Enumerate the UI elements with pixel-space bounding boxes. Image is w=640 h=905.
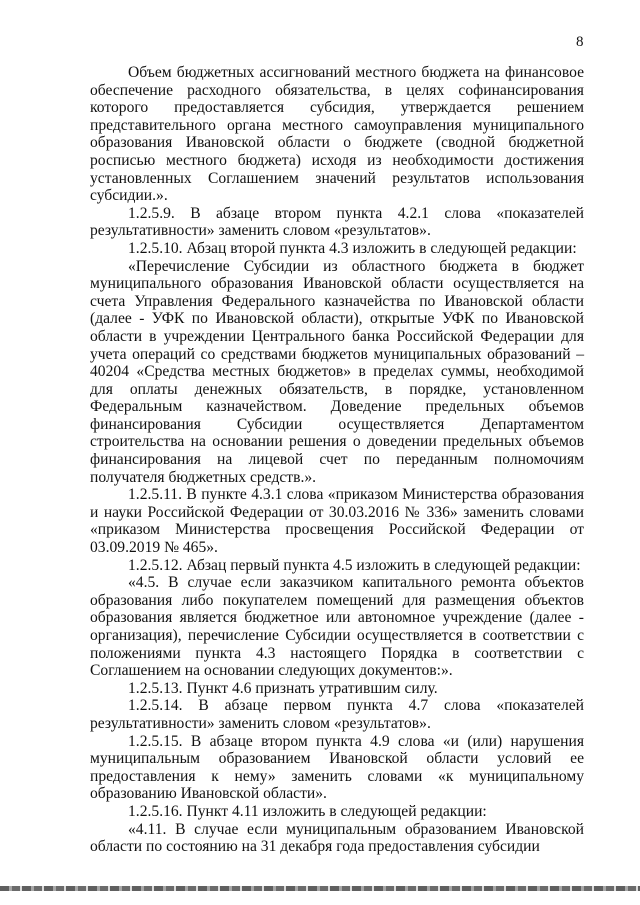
paragraph-1-2-5-10: 1.2.5.10. Абзац второй пункта 4.3 изложить в следующей редакции:: [128, 239, 577, 257]
paragraph-1-2-5-14: 1.2.5.14. В абзаце первом пункта 4.7 слова «показателей результативности» заменить словом «результатов».: [90, 697, 584, 732]
paragraph-1-2-5-11: 1.2.5.11. В пункте 4.3.1 слова «приказом Министерства образования и науки Российской Федерации от 30.03.2016 № 336» заменить словами «приказом Министерства просвещения Российской Федерации от 03.09.2019 № 465».: [90, 486, 584, 557]
paragraph-budget-allocation: Объем бюджетных ассигнований местного бюджета на финансовое обеспечение расходного обязательства, в целях софинансирования которого предоставляется субсидия, утверждается решением представительного органа местного самоуправления муниципального образования Ивановской области о бюджете (сводной бюджетной росписью местного бюджета) исходя из необходимости достижения установленных Соглашением значений результатов использования субсидии.».: [90, 64, 584, 205]
scan-edge-divider: [0, 886, 640, 891]
paragraph-1-2-5-13: 1.2.5.13. Пункт 4.6 признать утратившим силу.: [128, 679, 438, 697]
page-number: 8: [576, 34, 584, 50]
paragraph-1-2-5-12: 1.2.5.12. Абзац первый пункта 4.5 изложить в следующей редакции:: [128, 556, 581, 574]
document-body: [90, 64, 584, 856]
paragraph-4-5: «4.5. В случае если заказчиком капитального ремонта объектов образования либо покупателем помещений для размещения объектов образования является бюджетное или автономное учреждение (далее - организация), перечисление Субсидии осуществляется в соответствии с положениями пункта 4.3 настоящего Порядка в соответствии с Соглашением на основании следующих документов:».: [90, 574, 584, 680]
paragraph-1-2-5-15: 1.2.5.15. В абзаце втором пункта 4.9 слова «и (или) нарушения муниципальным образованием Ивановской области условий ее предоставления к нему» заменить словами «к муниципальному образованию Ивановской области».: [90, 732, 584, 803]
paragraph-1-2-5-16: 1.2.5.16. Пункт 4.11 изложить в следующей редакции:: [128, 802, 487, 820]
paragraph-1-2-5-9: 1.2.5.9. В абзаце втором пункта 4.2.1 слова «показателей результативности» заменить словом «результатов».: [90, 204, 584, 240]
paragraph-subsidy-transfer: «Перечисление Субсидии из областного бюджета в бюджет муниципального образования Ивановской области осуществляется на счета Управления Федерального казначейства по Ивановской области (далее - УФК по Ивановской области), открытые УФК по Ивановской области в учреждении Центрального банка Российской Федерации для учета операций со средствами бюджетов муниципальных образований – 40204 «Средства местных бюджетов» в пределах суммы, необходимой для оплаты денежных обязательств, в порядке, установленном Федеральным казначейством. Доведение предельных объемов финансирования Субсидии осуществляется Департаментом строительства на основании решения о доведении предельных объемов финансирования на лицевой счет по переданным полномочиям получателя бюджетных средств.».: [90, 257, 584, 486]
paragraph-4-11: «4.11. В случае если муниципальным образованием Ивановской области по состоянию на 31 декабря года предоставления субсидии: [90, 820, 584, 856]
